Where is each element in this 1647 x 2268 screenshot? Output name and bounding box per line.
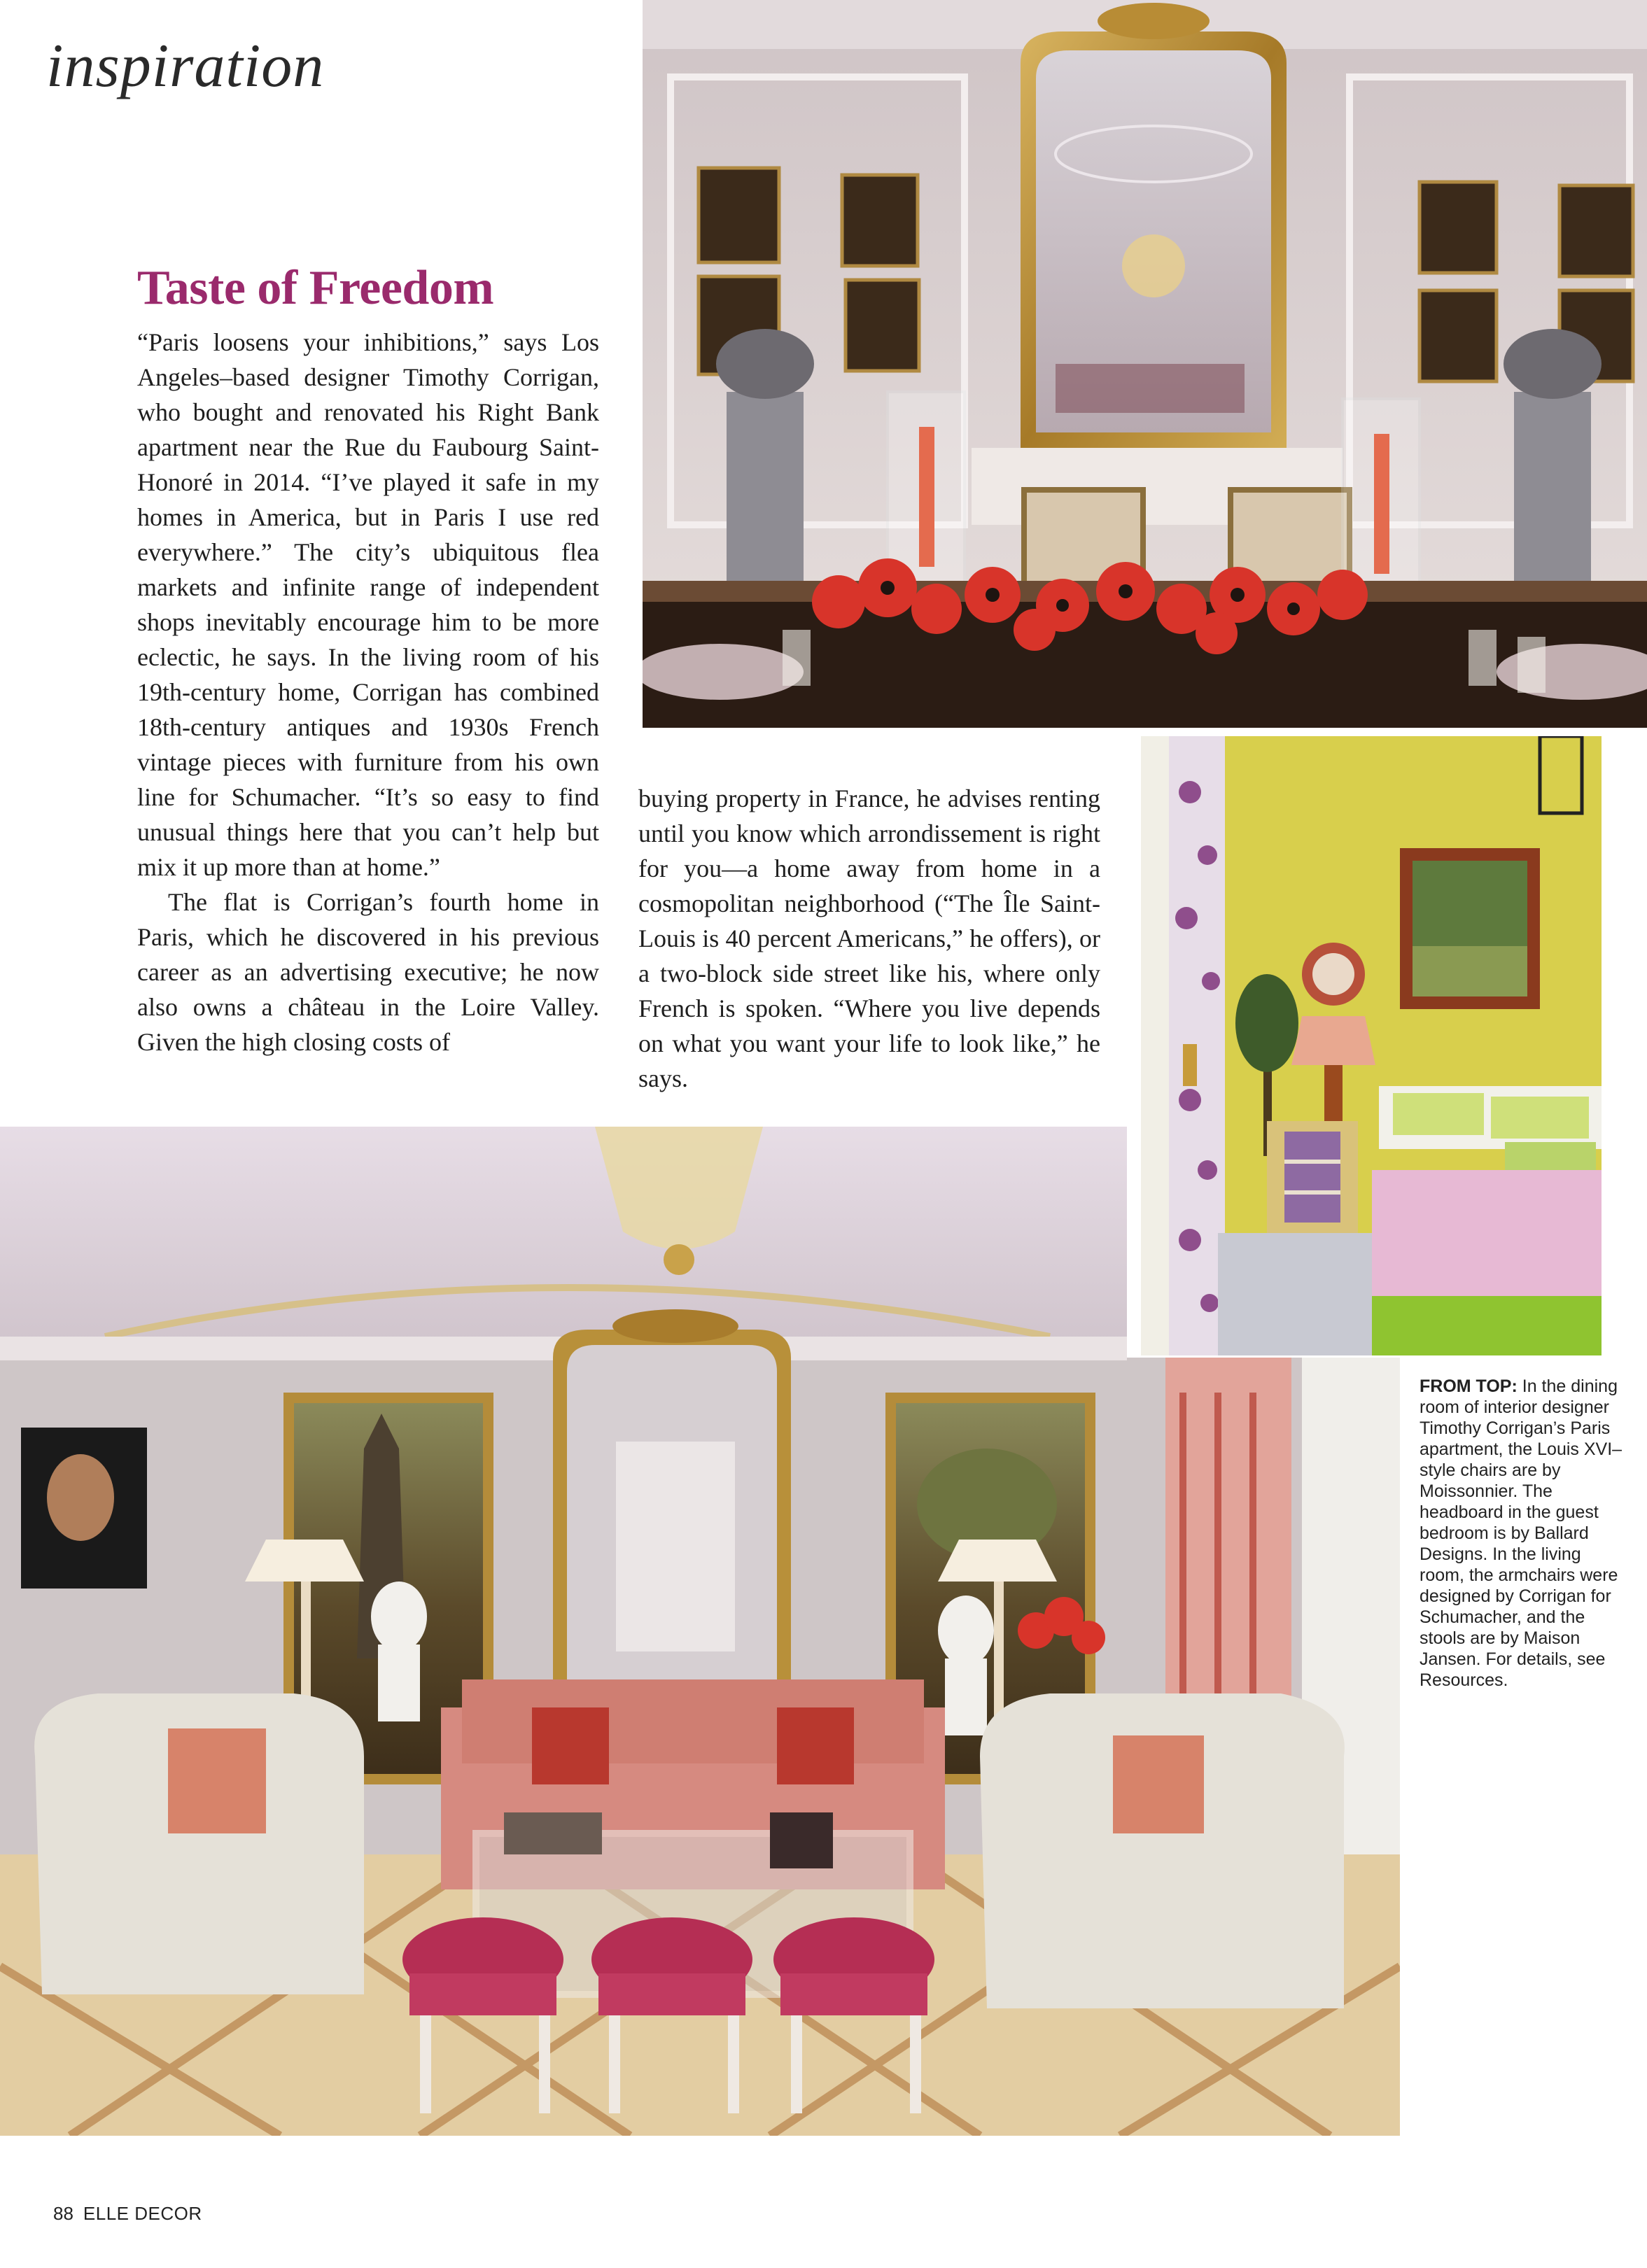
article-paragraph: “Paris loosens your inhibitions,” says Los Angeles–based designer Timothy Corrigan, who bought and renovated his Right Bank apartment near the Rue du Faubourg Saint-Honoré in 2014. “I’ve played it safe in my homes in America, but in Paris I use red everywhere.” The city’s ubiquitous flea markets and infinite range of independent shops inevitably encourage him to be more eclectic, he says. In the living room of his 19th-century home, Corrigan has combined 18th-century antiques and 1930s French vintage pieces with furniture from his own line for Schumacher. “It’s so easy to find unusual things here that you can’t help but mix it up more than at home.” [137, 328, 599, 881]
photo-caption [1420, 1376, 1630, 1691]
article-column-1 [137, 325, 599, 1059]
section-label: inspiration [46, 32, 325, 100]
dining-room-photo [643, 0, 1647, 728]
page-footer [53, 2203, 202, 2225]
magazine-name: ELLE DECOR [83, 2203, 202, 2224]
article-column-2 [638, 781, 1100, 1096]
living-room-photo [0, 1127, 1400, 2136]
page-number: 88 [53, 2203, 73, 2224]
article-paragraph: buying property in France, he advises renting until you know which arrondissement is right for you—a home away from home in a cosmopolitan neighborhood (“The Île Saint-Louis is 40 percent Americans,” he offers), or a two-block side street like his, where only French is spoken. “Where you live depends on what you want your life to look like,” he says. [638, 784, 1100, 1092]
article-paragraph: The flat is Corrigan’s fourth home in Paris, which he discovered in his previous career as an advertising executive; he now also owns a château in the Loire Valley. Given the high closing costs of [137, 888, 599, 1056]
caption-lead: FROM TOP: [1420, 1376, 1518, 1396]
article-title: Taste of Freedom [137, 261, 494, 315]
caption-text: In the dining room of interior designer Timothy Corrigan’s Paris apartment, the Louis XVI–style chairs are by Moissonnier. The headboard in the guest bedroom is by Ballard Designs. In the living room, the armchairs were designed by Corrigan for Schumacher, and the stools are by Maison Jansen. For details, see Resources. [1420, 1376, 1623, 1690]
